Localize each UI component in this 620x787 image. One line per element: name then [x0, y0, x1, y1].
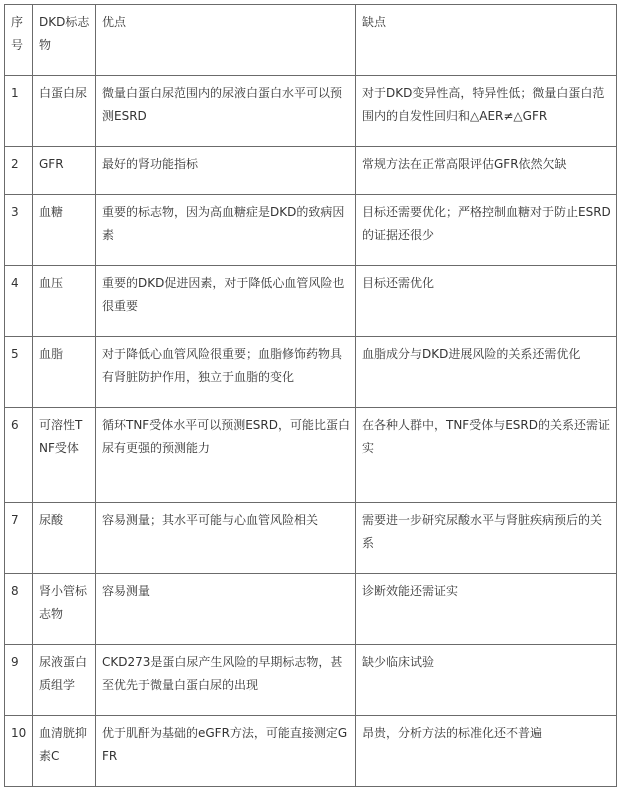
- row-marker: 血脂: [33, 337, 96, 408]
- row-pros: 容易测量；其水平可能与心血管风险相关: [96, 503, 356, 574]
- row-cons: 缺少临床试验: [356, 645, 617, 716]
- table-row: [5, 645, 617, 716]
- row-marker: 血糖: [33, 195, 96, 266]
- row-cons: 对于DKD变异性高，特异性低；微量白蛋白范围内的自发性回归和△AER≠△GFR: [356, 76, 617, 147]
- row-cons: 目标还需要优化；严格控制血糖对于防止ESRD的证据还很少: [356, 195, 617, 266]
- header-cons: 缺点: [356, 5, 617, 76]
- row-number: 6: [5, 408, 33, 503]
- header-number: 序号: [5, 5, 33, 76]
- row-marker: 肾小管标志物: [33, 574, 96, 645]
- row-pros: 容易测量: [96, 574, 356, 645]
- header-marker: DKD标志物: [33, 5, 96, 76]
- row-number: 8: [5, 574, 33, 645]
- table-row: [5, 147, 617, 195]
- row-pros: 循环TNF受体水平可以预测ESRD，可能比蛋白尿有更强的预测能力: [96, 408, 356, 503]
- row-marker: 可溶性TNF受体: [33, 408, 96, 503]
- table-row: [5, 76, 617, 147]
- row-marker: 尿酸: [33, 503, 96, 574]
- table-row: [5, 337, 617, 408]
- row-marker: 尿液蛋白质组学: [33, 645, 96, 716]
- table-row: [5, 408, 617, 503]
- row-cons: 血脂成分与DKD进展风险的关系还需优化: [356, 337, 617, 408]
- row-number: 10: [5, 716, 33, 787]
- row-cons: 需要进一步研究尿酸水平与肾脏疾病预后的关系: [356, 503, 617, 574]
- dkd-marker-table-container: [4, 4, 616, 787]
- row-pros: 微量白蛋白尿范围内的尿液白蛋白水平可以预测ESRD: [96, 76, 356, 147]
- row-number: 1: [5, 76, 33, 147]
- row-cons: 昂贵，分析方法的标准化还不普遍: [356, 716, 617, 787]
- row-cons: 在各种人群中，TNF受体与ESRD的关系还需证实: [356, 408, 617, 503]
- row-marker: 血清胱抑素C: [33, 716, 96, 787]
- row-marker: GFR: [33, 147, 96, 195]
- row-marker: 血压: [33, 266, 96, 337]
- row-number: 2: [5, 147, 33, 195]
- row-pros: 重要的标志物，因为高血糖症是DKD的致病因素: [96, 195, 356, 266]
- row-pros: CKD273是蛋白尿产生风险的早期标志物，甚至优先于微量白蛋白尿的出现: [96, 645, 356, 716]
- row-pros: 重要的DKD促进因素，对于降低心血管风险也很重要: [96, 266, 356, 337]
- row-cons: 目标还需优化: [356, 266, 617, 337]
- row-pros: 最好的肾功能指标: [96, 147, 356, 195]
- dkd-marker-table: [4, 4, 617, 787]
- row-number: 7: [5, 503, 33, 574]
- table-row: [5, 716, 617, 787]
- row-pros: 对于降低心血管风险很重要；血脂修饰药物具有肾脏防护作用，独立于血脂的变化: [96, 337, 356, 408]
- table-row: [5, 266, 617, 337]
- table-row: [5, 195, 617, 266]
- row-number: 3: [5, 195, 33, 266]
- header-pros: 优点: [96, 5, 356, 76]
- row-number: 5: [5, 337, 33, 408]
- table-row: [5, 503, 617, 574]
- row-cons: 诊断效能还需证实: [356, 574, 617, 645]
- row-number: 9: [5, 645, 33, 716]
- row-cons: 常规方法在正常高限评估GFR依然欠缺: [356, 147, 617, 195]
- table-header-row: [5, 5, 617, 76]
- row-pros: 优于肌酐为基础的eGFR方法，可能直接测定GFR: [96, 716, 356, 787]
- table-row: [5, 574, 617, 645]
- row-number: 4: [5, 266, 33, 337]
- row-marker: 白蛋白尿: [33, 76, 96, 147]
